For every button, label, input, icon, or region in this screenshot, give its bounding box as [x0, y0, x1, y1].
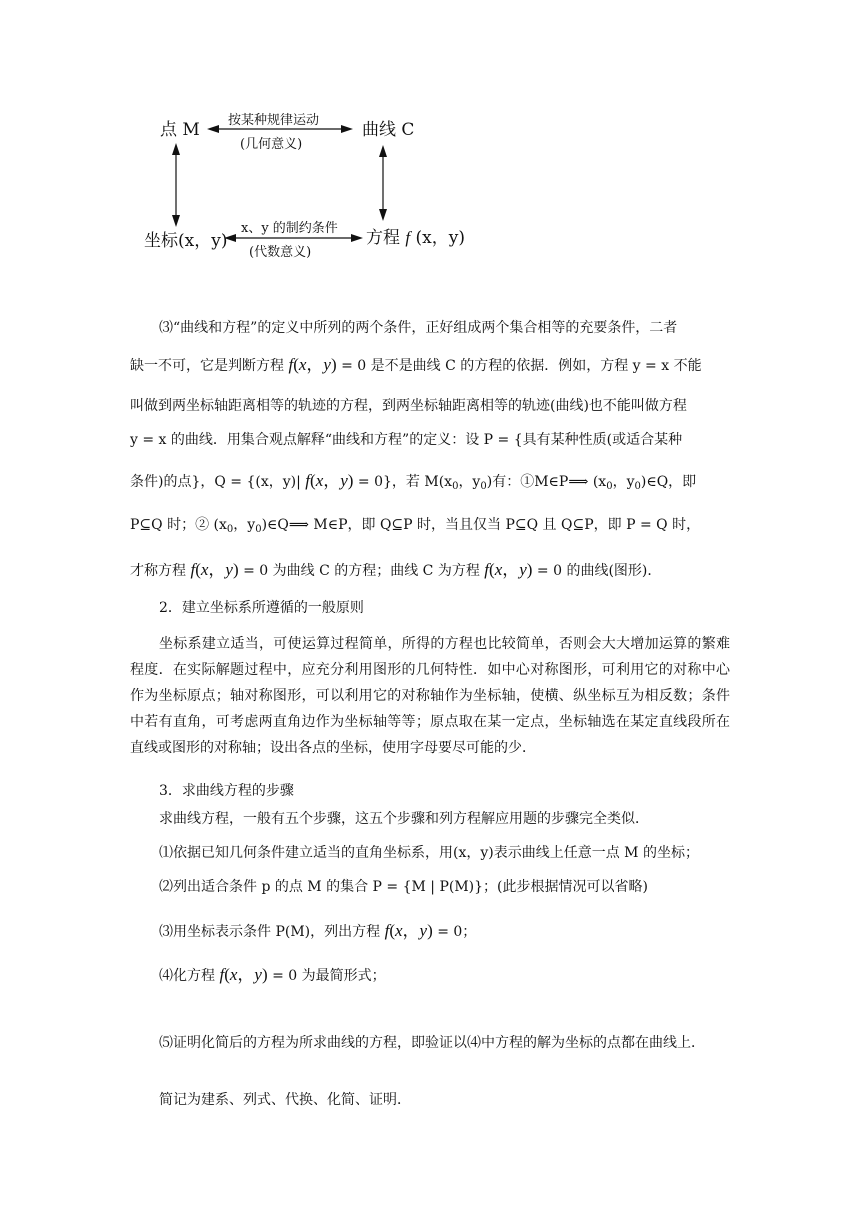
paragraph-coordinate-principles: 坐标系建立适当，可使运算过程简单，所得的方程也比较简单，否则会大大增加运算的繁难程度．在实际解题过程中，应充分利用图形的几何特性．如中心对称图形，可利用它的对称中心作为坐标原点；轴对称图形，可以利用它的对称轴作为坐标轴，使横、纵坐标互为相反数；条件中若有直角，可考虑两直角边作为坐标轴等等；原点取在某一定点，坐标轴选在某定直线段所在直线或图形的对称轴；设出各点的坐标，使用字母要尽可能的少． [130, 636, 730, 756]
right-arrowhead-up [379, 145, 387, 157]
bottom-arrowhead-right [351, 234, 363, 242]
step-3: ⑶用坐标表示条件 P(M)，列出方程 f(x，y) = 0； [159, 921, 477, 940]
para3-line7: 才称方程 f(x，y) = 0 为曲线 C 的方程；曲线 C 为方程 f(x，y) = 0 的曲线(图形)． [130, 560, 662, 579]
left-arrowhead-up [172, 143, 180, 155]
para3-line3: 叫做到两坐标轴距离相等的轨迹的方程，到两坐标轴距离相等的轨迹(曲线)也不能叫做方程 [130, 398, 687, 414]
node-point-m: 点 M [160, 120, 200, 140]
top-arrowhead-right [341, 125, 353, 133]
right-arrowhead-down [379, 209, 387, 221]
top-arrowhead-left [207, 125, 219, 133]
para3-line2: 缺一不可，它是判断方程 f(x，y) = 0 是不是曲线 C 的方程的依据．例如，方程 y = x 不能 [130, 355, 702, 374]
step-1: ⑴依据已知几何条件建立适当的直角坐标系，用(x，y)表示曲线上任意一点 M 的坐标； [159, 845, 699, 861]
node-equation [366, 229, 465, 247]
top-edge-label: 按某种规律运动 [228, 113, 320, 128]
step-4: ⑷化方程 f(x，y) = 0 为最简形式； [159, 965, 386, 984]
para3-line1: ⑶“曲线和方程”的定义中所列的两个条件，正好组成两个集合相等的充要条件，二者 [159, 320, 678, 336]
paragraph-steps-intro: 求曲线方程，一般有五个步骤，这五个步骤和列方程解应用题的步骤完全类似． [159, 811, 649, 827]
node-curve-c: 曲线 C [362, 120, 415, 140]
para3-line4: y = x 的曲线．用集合观点解释“曲线和方程”的定义：设 P = {具有某种性质(或适合某种 [130, 432, 683, 448]
bottom-edge-label: x、y 的制约条件 [241, 221, 338, 236]
step-5: ⑸证明化简后的方程为所求曲线的方程，即验证以⑷中方程的解为坐标的点都在曲线上． [159, 1035, 705, 1051]
para3-line5: 条件)的点}，Q = {(x，y)| f(x，y) = 0}，若 $M(x_0$，$y_0$)有：①M∈P⟹ ($x_0$，$y_0)\in Q$，即 [130, 471, 697, 492]
node-equation-f: f [405, 228, 411, 247]
left-arrowhead-down [172, 215, 180, 227]
heading-section-2: 2．建立坐标系所遵循的一般原则 [159, 600, 364, 616]
top-edge-sublabel: (几何意义) [240, 137, 303, 152]
para3-line6: P⊆Q 时；② ($x_0$，$y_0)\in Q⟹$ M∈P，即 Q⊆P 时，当且仅当 P⊆Q 且 Q⊆P，即 P = Q 时， [130, 517, 701, 535]
bottom-edge-sublabel: (代数意义) [249, 245, 312, 260]
node-equation-prefix: 方程 [366, 228, 400, 248]
curve-equation-diagram [0, 0, 860, 280]
heading-section-3: 3．求曲线方程的步骤 [159, 783, 294, 799]
node-equation-args: (x，y) [415, 228, 466, 248]
summary-line: 简记为建系、列式、代换、化简、证明． [159, 1092, 411, 1108]
step-2: ⑵列出适合条件 p 的点 M 的集合 P = {M | P(M)}；(此步根据情况可以省略) [159, 879, 648, 895]
node-coordinates: 坐标(x，y) [144, 231, 228, 251]
